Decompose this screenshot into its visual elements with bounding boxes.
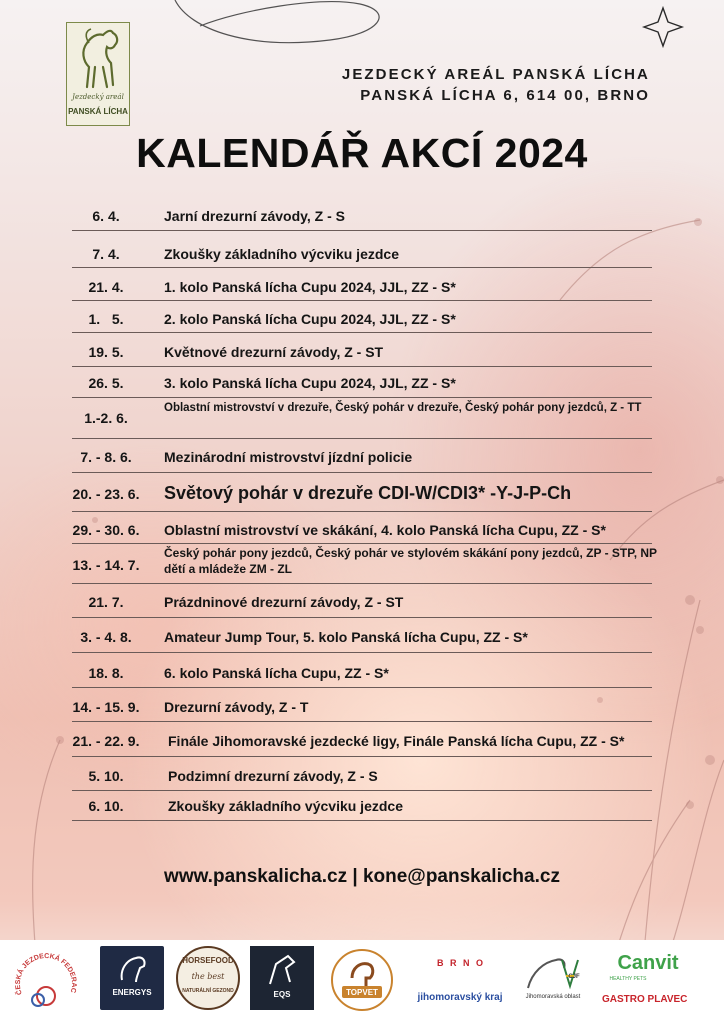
energys-horse-icon [100, 946, 164, 986]
event-date: 1.-2. 6. [84, 410, 128, 426]
event-date: 18. 8. [88, 665, 124, 681]
cjf-jm-horse-icon [518, 948, 588, 992]
divider [72, 543, 652, 544]
sponsor-canvit-gastro-logo [598, 948, 718, 1016]
event-date: 6. 4. [92, 208, 120, 224]
event-name: Jarní drezurní závody, Z - S [164, 208, 346, 224]
cjf-emblem-icon [8, 944, 84, 1020]
gastro-plavec-name: GASTRO PLAVEC [602, 994, 688, 1005]
sponsor-cjf-logo [8, 944, 84, 1020]
sponsor-brno-jmk-logo [410, 950, 510, 1010]
divider [72, 756, 652, 757]
event-name: Květnové drezurní závody, Z - ST [164, 344, 384, 360]
cjf-name: ČESKÁ JEZDECKÁ FEDERAC [14, 952, 78, 996]
brno-name: B R N O [436, 958, 485, 968]
venue-name: JEZDECKÝ AREÁL PANSKÁ LÍCHA [341, 66, 650, 83]
event-name: Oblastní mistrovství ve skákání, 4. kolo Panská lícha Cupu, ZZ - S* [164, 522, 606, 538]
divider [72, 511, 652, 512]
topvet-emblem-icon [330, 948, 394, 1012]
canvit-name: Canvit [617, 952, 679, 974]
event-name: Mezinárodní mistrovství jízdní policie [164, 449, 413, 465]
contact-line: www.panskalicha.cz | kone@panskalicha.cz [164, 866, 560, 887]
divider [72, 366, 652, 367]
event-date: 20. - 23. 6. [72, 486, 140, 502]
page-title: KALENDÁŘ AKCÍ 2024 [136, 130, 588, 176]
event-name: Český pohár pony jezdců, Český pohár ve stylovém skákání pony jezdců, ZP - STP, NP dětí a mládeže ZM - ZL [164, 546, 657, 576]
sponsor-bar [0, 940, 724, 1024]
event-date: 21. 4. [88, 279, 124, 295]
event-date: 21. 7. [88, 594, 124, 610]
sponsor-cjf-jm-logo [518, 948, 588, 1012]
event-name: Prázdninové drezurní závody, Z - ST [164, 594, 404, 610]
divider [72, 267, 652, 268]
event-date: 19. 5. [88, 344, 124, 360]
event-date: 14. - 15. 9. [72, 699, 140, 715]
horsefood-name: HORSEFOOD [182, 956, 234, 965]
event-name: Oblastní mistrovství v drezuře, Český pohár v drezuře, Český pohár pony jezdců, Z - TT [164, 402, 642, 414]
energys-name: ENERGYS [112, 988, 152, 997]
divider [72, 472, 652, 473]
event-name: 1. kolo Panská lícha Cupu 2024, JJL, ZZ - S* [164, 279, 456, 295]
event-name: Finále Jihomoravské jezdecké ligy, Finále Panská lícha Cupu, ZZ - S* [168, 733, 625, 749]
sponsor-horsefood-logo [176, 946, 240, 1010]
event-name: Světový pohár v drezuře CDI-W/CDI3* -Y-J-P-Ch [164, 483, 572, 503]
event-date: 7. - 8. 6. [80, 449, 132, 465]
logo-line-1: Jezdecký areál [72, 93, 124, 101]
sponsor-eqs-logo [250, 946, 314, 1010]
divider [72, 820, 652, 821]
venue-address: PANSKÁ LÍCHA 6, 614 00, BRNO [360, 87, 650, 104]
topvet-name: TOPVET [346, 988, 378, 997]
jmk-name: jihomoravský kraj [417, 992, 503, 1003]
divider [72, 438, 652, 439]
event-date: 29. - 30. 6. [72, 522, 140, 538]
horsefood-bottom: NATURÁLNÍ GEZOND [182, 988, 234, 994]
divider [72, 652, 652, 653]
event-date: 21. - 22. 9. [72, 733, 140, 749]
divider [72, 687, 652, 688]
horse-logo-icon [73, 27, 125, 89]
event-name: 6. kolo Panská lícha Cupu, ZZ - S* [164, 665, 389, 681]
divider [72, 721, 652, 722]
sponsor-topvet-logo [330, 948, 394, 1012]
canvit-tagline: HEALTHY PETS [609, 976, 647, 982]
event-date: 26. 5. [88, 375, 124, 391]
event-name: 3. kolo Panská lícha Cupu 2024, JJL, ZZ - S* [164, 375, 456, 391]
event-name: Amateur Jump Tour, 5. kolo Panská lícha Cupu, ZZ - S* [164, 629, 528, 645]
venue-logo [66, 22, 130, 126]
divider [72, 300, 652, 301]
horsefood-tagline: the best [191, 972, 225, 981]
divider [72, 583, 652, 584]
divider [72, 790, 652, 791]
eqs-name: EQS [273, 990, 291, 999]
cjf-jm-abbr: CJF [568, 974, 580, 980]
event-date: 3. - 4. 8. [80, 629, 132, 645]
event-date: 13. - 14. 7. [72, 557, 140, 573]
cjf-jm-name: Jihomoravská oblast [525, 994, 581, 1000]
divider [72, 617, 652, 618]
divider [72, 230, 652, 231]
event-name: Drezurní závody, Z - T [164, 699, 309, 715]
event-name: Zkoušky základního výcviku jezdce [164, 246, 399, 262]
divider [72, 332, 652, 333]
event-date: 6. 10. [88, 798, 124, 814]
venue-info [342, 64, 650, 106]
eqs-horse-icon [250, 946, 314, 990]
event-date: 7. 4. [92, 246, 120, 262]
event-name: 2. kolo Panská lícha Cupu 2024, JJL, ZZ - S* [164, 311, 456, 327]
sponsor-energys-logo [100, 946, 164, 1010]
logo-line-2: PANSKÁ LÍCHA [68, 107, 128, 116]
divider [72, 397, 652, 398]
event-date: 5. 10. [88, 768, 124, 784]
event-name: Zkoušky základního výcviku jezdce [168, 798, 403, 814]
event-name: Podzimní drezurní závody, Z - S [168, 768, 378, 784]
event-date: 1. 5. [88, 311, 124, 327]
